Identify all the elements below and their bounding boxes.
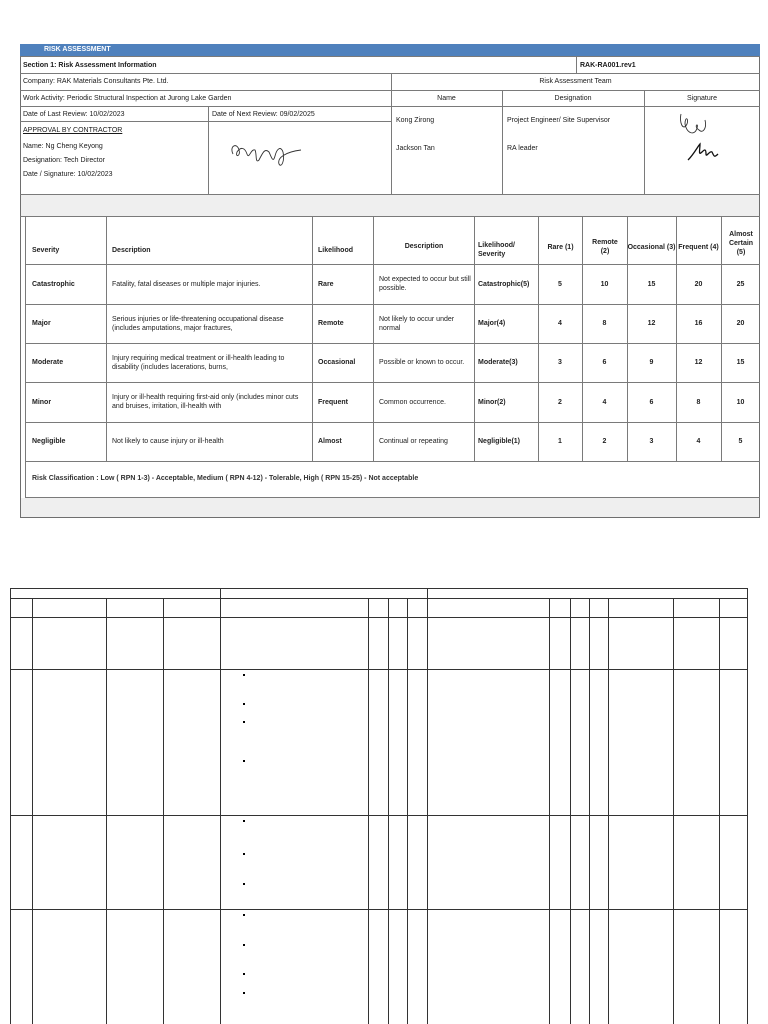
- header-severity: Severity: [32, 246, 60, 254]
- risk-score-value: 3: [558, 359, 562, 366]
- likelihood-label: Rare: [318, 280, 334, 288]
- team-signature-2: [684, 140, 720, 164]
- risk-score-value: 10: [736, 398, 745, 406]
- risk-score-value: 16: [694, 320, 703, 327]
- risk-score-value: 10: [600, 280, 609, 288]
- last-review-date: Date of Last Review: 10/02/2023: [23, 111, 125, 118]
- risk-score-value: 8: [602, 320, 607, 327]
- approver-name: Name: Ng Cheng Keyong: [23, 143, 103, 150]
- severity-score-label: Moderate(3): [478, 359, 518, 366]
- approver-designation: Designation: Tech Director: [23, 157, 105, 164]
- team-col-name: Name: [437, 95, 456, 102]
- team-title: Risk Assessment Team: [539, 78, 612, 85]
- severity-label: Catastrophic: [32, 280, 75, 288]
- risk-score-value: 4: [558, 320, 562, 327]
- header-description: Description: [112, 246, 151, 254]
- header-rare: Rare (1): [547, 243, 574, 251]
- risk-score-value: 2: [602, 438, 607, 445]
- risk-score-value: 20: [694, 280, 703, 288]
- team-member-designation: RA leader: [507, 145, 538, 152]
- form-banner: RISK ASSESSMENT: [20, 44, 760, 56]
- section-spacer: [21, 498, 759, 517]
- risk-score-value: 9: [649, 359, 654, 366]
- section-spacer: [21, 195, 759, 216]
- severity-description: Serious injuries or life-threatening occupational disease (includes amputations, major fractures,: [112, 315, 284, 332]
- risk-score-value: 4: [696, 438, 701, 445]
- risk-score-value: 15: [736, 359, 745, 366]
- severity-label: Moderate: [32, 359, 64, 366]
- severity-score-label: Major(4): [478, 320, 506, 327]
- risk-score-value: 6: [602, 359, 607, 366]
- severity-description: Not likely to cause injury or ill-health: [112, 438, 224, 445]
- section-title: Section 1: Risk Assessment Information: [23, 62, 157, 69]
- risk-score-value: 2: [558, 398, 562, 406]
- severity-description: Injury or ill-health requiring first-aid only (includes minor cuts and bruises, irritation, ill-health with: [112, 394, 299, 410]
- likelihood-label: Remote: [318, 320, 344, 327]
- team-member-name: Jackson Tan: [396, 145, 435, 152]
- severity-score-label: Negligible(1): [478, 438, 521, 445]
- risk-score-value: 3: [649, 438, 654, 445]
- likelihood-description: Not expected to occur but still possible.: [379, 276, 471, 292]
- header-likelihood-severity: Likelihood/ Severity: [478, 242, 515, 258]
- severity-score-label: Minor(2): [478, 398, 506, 406]
- severity-label: Major: [32, 320, 51, 327]
- likelihood-description: Continual or repeating: [379, 438, 448, 445]
- reference-number: RAK-RA001.rev1: [580, 62, 636, 69]
- header-likelihood-description: Description: [404, 242, 444, 250]
- bullet-mark: [243, 820, 245, 822]
- risk-score-value: 5: [558, 280, 562, 288]
- team-member-designation: Project Engineer/ Site Supervisor: [507, 117, 611, 124]
- risk-score-value: 12: [647, 320, 656, 327]
- severity-description: Fatality, fatal diseases or multiple major injuries.: [112, 280, 261, 288]
- risk-score-value: 4: [602, 398, 607, 406]
- bullet-mark: [243, 973, 245, 975]
- risk-score-value: 6: [649, 398, 654, 406]
- bullet-mark: [243, 721, 245, 723]
- bullet-mark: [243, 883, 245, 885]
- header-frequent: Frequent (4): [678, 243, 719, 251]
- bullet-mark: [243, 674, 245, 676]
- approver-signature: [225, 134, 305, 174]
- company-field: Company: RAK Materials Consultants Pte. Ltd.: [23, 78, 169, 85]
- severity-label: Negligible: [32, 438, 66, 445]
- bullet-mark: [243, 853, 245, 855]
- severity-description: Injury requiring medical treatment or ill-health leading to disability (includes lacerations, burns,: [112, 354, 285, 371]
- bullet-mark: [243, 992, 245, 994]
- risk-classification-note: Risk Classification : Low ( RPN 1-3) - Acceptable, Medium ( RPN 4-12) - Tolerable, High ( RPN 15-25) - Not acceptable: [32, 474, 419, 482]
- likelihood-label: Frequent: [318, 398, 348, 406]
- bullet-mark: [243, 914, 245, 916]
- likelihood-description: Not likely to occur under normal: [379, 315, 455, 332]
- likelihood-description: Possible or known to occur.: [379, 359, 465, 366]
- header-almost-certain: Almost Certain (5): [728, 230, 754, 256]
- team-col-signature: Signature: [687, 95, 717, 102]
- severity-label: Minor: [32, 398, 52, 406]
- risk-score-value: 5: [738, 438, 743, 445]
- likelihood-label: Occasional: [318, 359, 356, 366]
- next-review-date: Date of Next Review: 09/02/2025: [212, 111, 315, 118]
- risk-score-value: 12: [694, 359, 703, 366]
- header-likelihood: Likelihood: [318, 246, 353, 254]
- risk-score-value: 15: [647, 280, 656, 288]
- risk-score-value: 8: [696, 398, 701, 406]
- severity-score-label: Catastrophic(5): [478, 280, 530, 288]
- team-col-designation: Designation: [554, 95, 592, 102]
- work-activity-field: Work Activity: Periodic Structural Inspection at Jurong Lake Garden: [23, 95, 232, 102]
- bullet-mark: [243, 703, 245, 705]
- bullet-mark: [243, 760, 245, 762]
- risk-score-value: 1: [558, 438, 562, 445]
- risk-score-value: 20: [736, 320, 745, 327]
- header-remote: Remote (2): [592, 239, 618, 255]
- team-signature-1: [675, 110, 715, 140]
- likelihood-description: Common occurrence.: [379, 398, 446, 406]
- approval-heading: APPROVAL BY CONTRACTOR: [23, 127, 123, 134]
- bullet-mark: [243, 944, 245, 946]
- approver-date: Date / Signature: 10/02/2023: [23, 171, 113, 178]
- risk-score-value: 25: [736, 280, 745, 288]
- team-member-name: Kong Zirong: [396, 117, 435, 124]
- header-occasional: Occasional (3): [627, 243, 676, 251]
- likelihood-label: Almost: [318, 438, 342, 445]
